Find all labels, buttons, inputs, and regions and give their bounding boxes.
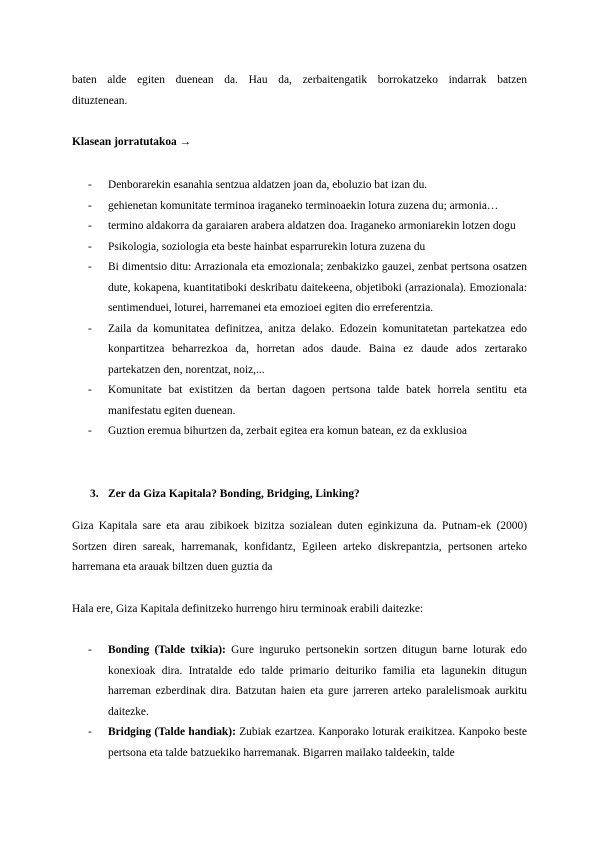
giza-kapitala-paragraph: Giza Kapitala sare eta arau zibikoek bizitza sozialean duten eginkizuna da. Putnam-ek (2000) Sortzen diren sareak, harremanak, konfidantz, Egileen arteko diskrepantzia, pertsonen arteko harremana eta arauak biltzen duen guztia da <box>72 520 527 573</box>
section-title: Zer da Giza Kapitala? Bonding, Bridging, Linking? <box>108 488 360 500</box>
hala-ere-paragraph: Hala ere, Giza Kapitala definitzeko hurrengo hiru terminoak erabili daitezke: <box>72 603 424 615</box>
intro-line-1: baten alde egiten duenean da. Hau da, zerbaitengatik borrokatzeko indarrak batzen <box>72 74 527 86</box>
dash-marker: - <box>88 644 92 656</box>
dash-marker: - <box>88 726 92 738</box>
dash-marker: - <box>88 240 92 253</box>
intro-line-2: dituztenean. <box>72 94 128 107</box>
list-item: - Komunitate bat existitzen da bertan dagoen pertsona talde batek horrela sentitu eta manifestatu egiten duenean. <box>88 380 527 421</box>
list-item: - Denborarekin esanahia sentzua aldatzen joan da, eboluzio bat izan du. <box>88 175 527 196</box>
dash-marker: - <box>88 220 92 232</box>
dash-marker: - <box>88 384 92 396</box>
dash-marker: - <box>88 199 92 212</box>
list-item: - termino aldakorra da garaiaren arabera aldatzen doa. Iraganeko armoniarekin lotzen dogu <box>88 216 527 237</box>
list-item: - Psikologia, soziologia eta beste hainbat esparrurekin lotura zuzena du <box>88 237 527 258</box>
list-item: - Bi dimentsio ditu: Arrazionala eta emozionala; zenbakizko gauzei, zenbat pertsona osatzen dute, kokapena, kuantitatiboki deskribatu daitekeena, objetiboki (arrazionala). Emozionala: sentimenduei, loturei, harremanei eta emozioei egiten dio erreferentzia. <box>88 257 527 319</box>
list-item: - Zaila da komunitatea definitzea, anitza delako. Edozein komunitatetan partekatzea edo konpartitzea beharrezkoa da, horretan ados daude. Baina ez daude ados zertarako partekatzen den, norentzat, noiz,... <box>88 319 527 381</box>
list-item: - Guztion eremua bihurtzen da, zerbait egitea era komun batean, ez da exklusioa <box>88 421 527 442</box>
section-heading <box>90 484 527 505</box>
section-number: 3. <box>90 488 99 500</box>
terms-list <box>88 640 527 763</box>
class-list <box>88 175 527 442</box>
list-item: - gehienetan komunitate terminoa iraganeko terminoaekin lotura zuzena du; armonia… <box>88 196 527 217</box>
dash-marker: - <box>88 322 92 335</box>
dash-marker: - <box>88 179 92 191</box>
dash-marker: - <box>88 425 92 437</box>
list-item <box>88 722 527 763</box>
class-heading: Klasean jorratutakoa → <box>72 136 191 148</box>
term-text: Gure inguruko pertsonekin sortzen ditugun barne loturak edo konexioak dira. Intratalde edo talde primario deituriko familia eta lagunekin ditugun harreman ezberdinak dira. Batzutan haien eta gure jarreren arteko paralelismoak aurkitu daitezke. <box>108 644 528 718</box>
term-label: Bonding (Talde txikia): <box>108 644 226 656</box>
dash-marker: - <box>88 261 92 273</box>
term-text: Zubiak ezartzea. Kanporako loturak eraikitzea. Kanpoko beste pertsona eta talde batzuekiko harremanak. Bigarren mailako taldeekin, talde <box>108 726 527 759</box>
term-label: Bridging (Talde handiak): <box>108 726 236 738</box>
list-item <box>88 640 527 722</box>
intro-paragraph <box>72 70 527 111</box>
